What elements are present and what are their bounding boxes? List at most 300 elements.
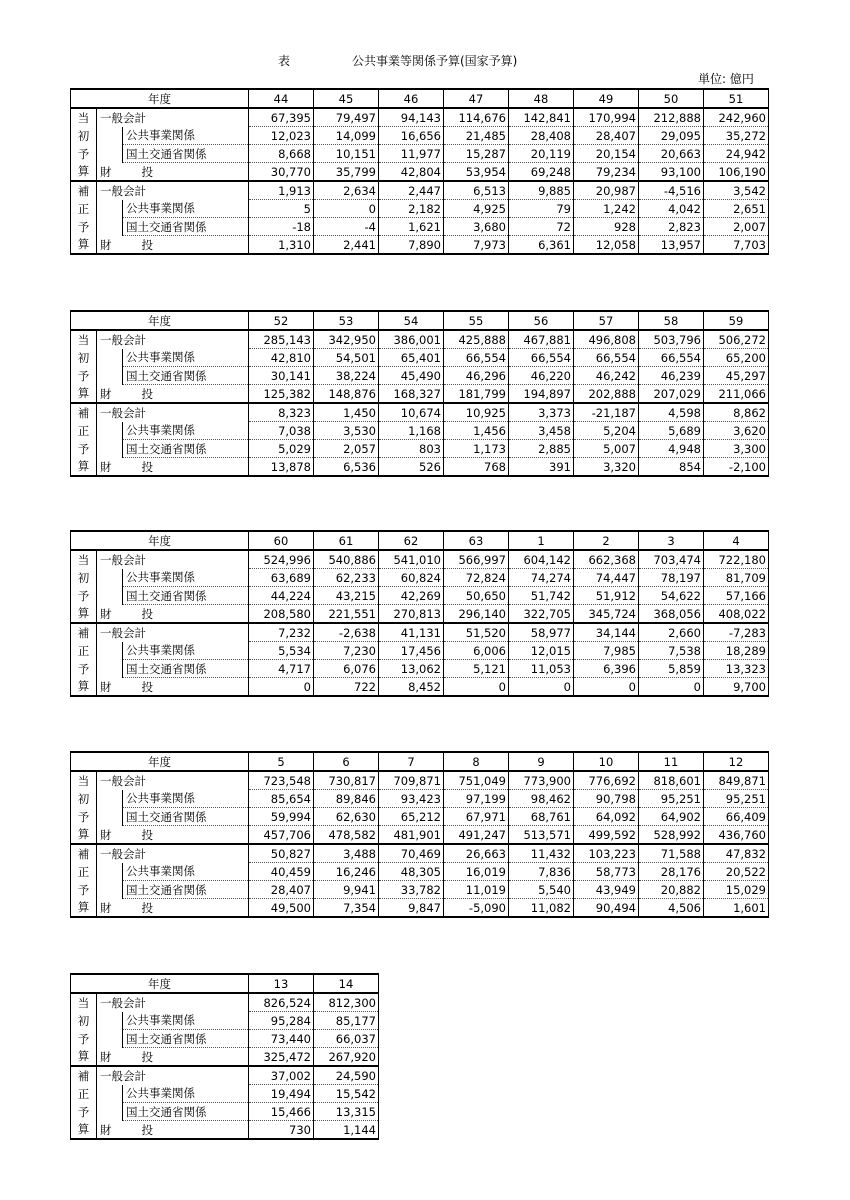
year-cell: 57 — [574, 311, 639, 330]
year-cell: 53 — [314, 311, 379, 330]
value-cell: 81,709 — [704, 569, 769, 587]
value-cell: 2,441 — [314, 236, 379, 255]
row-label: 国土交通省関係 — [123, 660, 249, 678]
value-cell: -4,516 — [639, 181, 704, 200]
year-cell: 5 — [249, 752, 314, 771]
side-char: 予 — [71, 660, 97, 678]
general-account-row — [71, 181, 769, 200]
value-cell: -21,187 — [574, 403, 639, 422]
value-cell: 202,888 — [574, 385, 639, 404]
row-label: 公共事業関係 — [123, 569, 249, 587]
zaito-char: 財 — [100, 459, 112, 474]
value-cell: 28,176 — [639, 863, 704, 881]
value-cell: 26,663 — [444, 844, 509, 863]
side-char: 予 — [71, 218, 97, 236]
value-cell: 9,941 — [314, 881, 379, 899]
value-cell: 8,323 — [249, 403, 314, 422]
value-cell: 13,957 — [639, 236, 704, 255]
value-cell: 66,554 — [639, 349, 704, 367]
year-cell: 13 — [249, 974, 314, 993]
side-char: 初 — [71, 349, 97, 367]
value-cell: 5,859 — [639, 660, 704, 678]
value-cell: 49,500 — [249, 899, 314, 918]
value-cell: 44,224 — [249, 587, 314, 605]
value-cell: 528,992 — [639, 826, 704, 845]
value-cell: 79,234 — [574, 163, 639, 182]
value-cell: 60,824 — [379, 569, 444, 587]
value-cell: 322,705 — [509, 605, 574, 624]
title-text: 公共事業等関係予算(国家予算) — [352, 54, 518, 68]
value-cell: 267,920 — [314, 1048, 379, 1067]
value-cell: 722,180 — [704, 550, 769, 569]
row-label: 一般会計 — [97, 330, 249, 349]
year-cell: 63 — [444, 531, 509, 550]
value-cell: 345,724 — [574, 605, 639, 624]
indent-cell — [97, 1103, 123, 1121]
public-works-row — [71, 569, 769, 587]
value-cell: 1,242 — [574, 200, 639, 218]
value-cell: 67,971 — [444, 808, 509, 826]
year-cell: 9 — [509, 752, 574, 771]
value-cell: 66,554 — [509, 349, 574, 367]
value-cell: 7,230 — [314, 642, 379, 660]
value-cell: 15,542 — [314, 1085, 379, 1103]
row-label — [97, 899, 249, 918]
value-cell: 45,297 — [704, 367, 769, 385]
value-cell: 5,534 — [249, 642, 314, 660]
value-cell: 19,494 — [249, 1085, 314, 1103]
indent-cell — [97, 863, 123, 881]
value-cell: 74,274 — [509, 569, 574, 587]
zaito-row — [71, 1048, 379, 1067]
row-label: 一般会計 — [97, 993, 249, 1012]
value-cell: 496,808 — [574, 330, 639, 349]
side-char: 予 — [71, 587, 97, 605]
value-cell: 29,095 — [639, 127, 704, 145]
row-label: 一般会計 — [97, 181, 249, 200]
year-header-row — [71, 974, 379, 993]
row-label: 一般会計 — [97, 771, 249, 790]
indent-cell — [97, 145, 123, 163]
side-char: 当 — [71, 771, 97, 790]
indent-cell — [97, 440, 123, 458]
year-header-label: 年度 — [71, 752, 249, 771]
value-cell: 40,459 — [249, 863, 314, 881]
row-label — [97, 1048, 249, 1067]
value-cell: 63,689 — [249, 569, 314, 587]
value-cell: 6,536 — [314, 458, 379, 477]
value-cell: 3,620 — [704, 422, 769, 440]
value-cell: 35,272 — [704, 127, 769, 145]
year-cell: 60 — [249, 531, 314, 550]
year-cell: 2 — [574, 531, 639, 550]
value-cell: 11,977 — [379, 145, 444, 163]
value-cell: 28,408 — [509, 127, 574, 145]
zaito-row — [71, 163, 769, 182]
side-char: 正 — [71, 863, 97, 881]
value-cell: 45,490 — [379, 367, 444, 385]
value-cell: 9,700 — [704, 678, 769, 697]
value-cell: 28,407 — [574, 127, 639, 145]
value-cell: 58,773 — [574, 863, 639, 881]
indent-cell — [97, 422, 123, 440]
side-char: 予 — [71, 881, 97, 899]
value-cell: 46,220 — [509, 367, 574, 385]
zaito-char: 投 — [141, 164, 153, 179]
row-label: 公共事業関係 — [123, 642, 249, 660]
general-account-row — [71, 1066, 379, 1085]
value-cell: 14,099 — [314, 127, 379, 145]
side-char: 予 — [71, 145, 97, 163]
value-cell: 65,212 — [379, 808, 444, 826]
row-label: 一般会計 — [97, 550, 249, 569]
side-char: 正 — [71, 422, 97, 440]
value-cell: 3,320 — [574, 458, 639, 477]
value-cell: 72,824 — [444, 569, 509, 587]
value-cell: 499,592 — [574, 826, 639, 845]
zaito-char: 財 — [100, 827, 112, 842]
value-cell: 54,622 — [639, 587, 704, 605]
row-label — [97, 678, 249, 697]
zaito-char: 投 — [141, 606, 153, 621]
value-cell: 16,656 — [379, 127, 444, 145]
side-char: 算 — [71, 826, 97, 845]
side-char: 補 — [71, 1066, 97, 1085]
year-cell: 49 — [574, 89, 639, 108]
value-cell: 125,382 — [249, 385, 314, 404]
row-label: 国土交通省関係 — [123, 145, 249, 163]
value-cell: 849,871 — [704, 771, 769, 790]
indent-cell — [97, 808, 123, 826]
value-cell: 69,248 — [509, 163, 574, 182]
side-char: 初 — [71, 1012, 97, 1030]
value-cell: 2,885 — [509, 440, 574, 458]
value-cell: 773,900 — [509, 771, 574, 790]
value-cell: 30,770 — [249, 163, 314, 182]
value-cell: 24,590 — [314, 1066, 379, 1085]
value-cell: 368,056 — [639, 605, 704, 624]
year-cell: 51 — [704, 89, 769, 108]
value-cell: 11,019 — [444, 881, 509, 899]
unit-label: 単位: 億円 — [698, 72, 754, 86]
year-cell: 61 — [314, 531, 379, 550]
value-cell: 16,019 — [444, 863, 509, 881]
value-cell: 2,182 — [379, 200, 444, 218]
value-cell: 38,224 — [314, 367, 379, 385]
value-cell: 4,925 — [444, 200, 509, 218]
row-label: 国土交通省関係 — [123, 881, 249, 899]
value-cell: 12,023 — [249, 127, 314, 145]
value-cell: 20,882 — [639, 881, 704, 899]
value-cell: 296,140 — [444, 605, 509, 624]
row-label: 国土交通省関係 — [123, 367, 249, 385]
value-cell: 13,062 — [379, 660, 444, 678]
value-cell: 97,199 — [444, 790, 509, 808]
value-cell: 1,144 — [314, 1121, 379, 1140]
side-char: 補 — [71, 623, 97, 642]
mlit-row — [71, 1030, 379, 1048]
value-cell: 7,038 — [249, 422, 314, 440]
zaito-char: 財 — [100, 606, 112, 621]
value-cell: 2,634 — [314, 181, 379, 200]
value-cell: 709,871 — [379, 771, 444, 790]
side-char: 算 — [71, 1048, 97, 1067]
year-cell: 45 — [314, 89, 379, 108]
indent-cell — [97, 881, 123, 899]
value-cell: 37,002 — [249, 1066, 314, 1085]
year-cell: 11 — [639, 752, 704, 771]
value-cell: 503,796 — [639, 330, 704, 349]
mlit-row — [71, 218, 769, 236]
row-label: 一般会計 — [97, 1066, 249, 1085]
zaito-row — [71, 1121, 379, 1140]
side-char: 算 — [71, 899, 97, 918]
row-label — [97, 605, 249, 624]
row-label: 公共事業関係 — [123, 200, 249, 218]
row-label — [97, 236, 249, 255]
row-label: 国土交通省関係 — [123, 1030, 249, 1048]
general-account-row — [71, 993, 379, 1012]
budget-table — [70, 973, 379, 1140]
value-cell: 16,246 — [314, 863, 379, 881]
value-cell: 64,092 — [574, 808, 639, 826]
value-cell: 221,551 — [314, 605, 379, 624]
side-char: 補 — [71, 403, 97, 422]
value-cell: 13,878 — [249, 458, 314, 477]
value-cell: -2,100 — [704, 458, 769, 477]
value-cell: 66,409 — [704, 808, 769, 826]
side-char: 当 — [71, 108, 97, 127]
value-cell: 6,361 — [509, 236, 574, 255]
indent-cell — [97, 218, 123, 236]
value-cell: 7,890 — [379, 236, 444, 255]
value-cell: 408,022 — [704, 605, 769, 624]
side-char: 算 — [71, 236, 97, 255]
zaito-char: 投 — [141, 900, 153, 915]
value-cell: 33,782 — [379, 881, 444, 899]
value-cell: 20,663 — [639, 145, 704, 163]
value-cell: 90,494 — [574, 899, 639, 918]
value-cell: 391 — [509, 458, 574, 477]
value-cell: 4,042 — [639, 200, 704, 218]
year-cell: 10 — [574, 752, 639, 771]
value-cell: 20,154 — [574, 145, 639, 163]
budget-table — [70, 310, 769, 477]
value-cell: 15,466 — [249, 1103, 314, 1121]
zaito-char: 投 — [141, 1049, 153, 1064]
zaito-char: 財 — [100, 1049, 112, 1064]
value-cell: 114,676 — [444, 108, 509, 127]
public-works-row — [71, 1085, 379, 1103]
value-cell: 142,841 — [509, 108, 574, 127]
zaito-char: 投 — [141, 679, 153, 694]
value-cell: 170,994 — [574, 108, 639, 127]
general-account-row — [71, 403, 769, 422]
value-cell: 13,323 — [704, 660, 769, 678]
side-char: 予 — [71, 440, 97, 458]
value-cell: 768 — [444, 458, 509, 477]
side-char: 補 — [71, 181, 97, 200]
year-cell: 59 — [704, 311, 769, 330]
value-cell: 7,232 — [249, 623, 314, 642]
side-char: 正 — [71, 642, 97, 660]
zaito-char: 投 — [141, 1122, 153, 1137]
zaito-char: 財 — [100, 386, 112, 401]
value-cell: 21,485 — [444, 127, 509, 145]
value-cell: 826,524 — [249, 993, 314, 1012]
value-cell: 491,247 — [444, 826, 509, 845]
zaito-char: 投 — [141, 459, 153, 474]
value-cell: 168,327 — [379, 385, 444, 404]
value-cell: 604,142 — [509, 550, 574, 569]
value-cell: 5,689 — [639, 422, 704, 440]
zaito-row — [71, 899, 769, 918]
side-char: 当 — [71, 993, 97, 1012]
zaito-char: 財 — [100, 900, 112, 915]
value-cell: 43,215 — [314, 587, 379, 605]
year-cell: 47 — [444, 89, 509, 108]
value-cell: 70,469 — [379, 844, 444, 863]
value-cell: 662,368 — [574, 550, 639, 569]
general-account-row — [71, 108, 769, 127]
year-cell: 48 — [509, 89, 574, 108]
side-char: 算 — [71, 163, 97, 182]
year-cell: 4 — [704, 531, 769, 550]
value-cell: 1,173 — [444, 440, 509, 458]
value-cell: 93,423 — [379, 790, 444, 808]
value-cell: 54,501 — [314, 349, 379, 367]
public-works-row — [71, 200, 769, 218]
row-label: 国土交通省関係 — [123, 587, 249, 605]
value-cell: 5,007 — [574, 440, 639, 458]
value-cell: 7,973 — [444, 236, 509, 255]
general-account-row — [71, 550, 769, 569]
side-char: 当 — [71, 330, 97, 349]
value-cell: 6,006 — [444, 642, 509, 660]
value-cell: 24,942 — [704, 145, 769, 163]
value-cell: 0 — [509, 678, 574, 697]
zaito-row — [71, 458, 769, 477]
mlit-row — [71, 440, 769, 458]
value-cell: 51,912 — [574, 587, 639, 605]
mlit-row — [71, 1103, 379, 1121]
side-char: 算 — [71, 605, 97, 624]
value-cell: 386,001 — [379, 330, 444, 349]
row-label: 公共事業関係 — [123, 790, 249, 808]
value-cell: 62,233 — [314, 569, 379, 587]
value-cell: 98,462 — [509, 790, 574, 808]
row-label — [97, 826, 249, 845]
value-cell: 50,827 — [249, 844, 314, 863]
public-works-row — [71, 1012, 379, 1030]
value-cell: 5,121 — [444, 660, 509, 678]
value-cell: 17,456 — [379, 642, 444, 660]
value-cell: 1,450 — [314, 403, 379, 422]
year-cell: 52 — [249, 311, 314, 330]
year-header-row — [71, 752, 769, 771]
indent-cell — [97, 200, 123, 218]
mlit-row — [71, 881, 769, 899]
value-cell: 34,144 — [574, 623, 639, 642]
value-cell: 457,706 — [249, 826, 314, 845]
value-cell: 20,119 — [509, 145, 574, 163]
side-char: 初 — [71, 790, 97, 808]
value-cell: 1,601 — [704, 899, 769, 918]
zaito-char: 財 — [100, 237, 112, 252]
row-label: 国土交通省関係 — [123, 808, 249, 826]
zaito-char: 財 — [100, 1122, 112, 1137]
value-cell: 4,598 — [639, 403, 704, 422]
value-cell: 65,200 — [704, 349, 769, 367]
value-cell: 4,717 — [249, 660, 314, 678]
general-account-row — [71, 623, 769, 642]
general-account-row — [71, 844, 769, 863]
side-char: 予 — [71, 1030, 97, 1048]
value-cell: 79,497 — [314, 108, 379, 127]
mlit-row — [71, 660, 769, 678]
value-cell: 436,760 — [704, 826, 769, 845]
value-cell: 66,554 — [574, 349, 639, 367]
value-cell: 148,876 — [314, 385, 379, 404]
value-cell: 5,204 — [574, 422, 639, 440]
value-cell: 10,151 — [314, 145, 379, 163]
public-works-row — [71, 642, 769, 660]
value-cell: 68,761 — [509, 808, 574, 826]
year-header-row — [71, 311, 769, 330]
budget-table — [70, 751, 769, 918]
value-cell: 42,269 — [379, 587, 444, 605]
general-account-row — [71, 771, 769, 790]
value-cell: -18 — [249, 218, 314, 236]
indent-cell — [97, 127, 123, 145]
side-char: 初 — [71, 569, 97, 587]
value-cell: 89,846 — [314, 790, 379, 808]
value-cell: 20,987 — [574, 181, 639, 200]
zaito-char: 投 — [141, 827, 153, 842]
year-cell: 8 — [444, 752, 509, 771]
side-char: 算 — [71, 1121, 97, 1140]
value-cell: 0 — [639, 678, 704, 697]
value-cell: 106,190 — [704, 163, 769, 182]
value-cell: 3,458 — [509, 422, 574, 440]
side-char: 算 — [71, 458, 97, 477]
indent-cell — [97, 1012, 123, 1030]
value-cell: 703,474 — [639, 550, 704, 569]
value-cell: 46,239 — [639, 367, 704, 385]
value-cell: 9,885 — [509, 181, 574, 200]
value-cell: 71,588 — [639, 844, 704, 863]
value-cell: -5,090 — [444, 899, 509, 918]
year-cell: 54 — [379, 311, 444, 330]
value-cell: 0 — [249, 678, 314, 697]
value-cell: -4 — [314, 218, 379, 236]
value-cell: 48,305 — [379, 863, 444, 881]
value-cell: 42,804 — [379, 163, 444, 182]
value-cell: 11,053 — [509, 660, 574, 678]
value-cell: 751,049 — [444, 771, 509, 790]
value-cell: 2,007 — [704, 218, 769, 236]
value-cell: 72 — [509, 218, 574, 236]
value-cell: 73,440 — [249, 1030, 314, 1048]
row-label: 国土交通省関係 — [123, 1103, 249, 1121]
value-cell: 1,310 — [249, 236, 314, 255]
year-cell: 3 — [639, 531, 704, 550]
value-cell: 3,530 — [314, 422, 379, 440]
value-cell: 425,888 — [444, 330, 509, 349]
value-cell: 95,251 — [704, 790, 769, 808]
value-cell: 20,522 — [704, 863, 769, 881]
value-cell: 1,621 — [379, 218, 444, 236]
